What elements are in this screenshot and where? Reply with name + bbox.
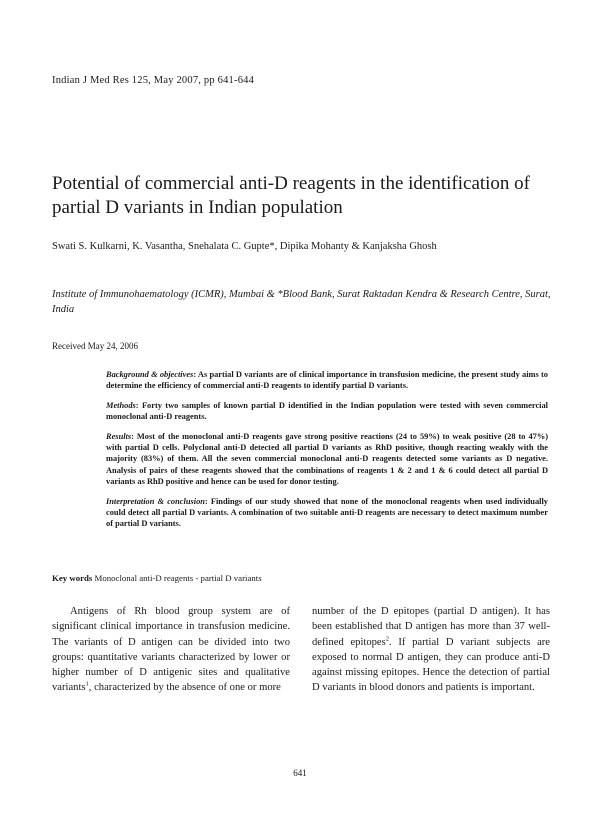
- abstract: [106, 369, 548, 538]
- body-col1-tail: , characterized by the absence of one or more: [88, 682, 281, 694]
- received-date: Received May 24, 2006: [52, 341, 138, 351]
- abstract-results: [106, 431, 548, 488]
- page-number: 641: [293, 768, 307, 778]
- abstract-methods-label: Methods: [106, 400, 136, 410]
- abstract-results-text: : Most of the monoclonal anti-D reagents gave strong positive reactions (24 to 59%) to weak positive (28 to 47%) with partial D cells. Polyclonal anti-D detected all partial D variants as RhD positive, though reacting weakly with the majority (83%) of them. All the seven commercial monoclonal anti-D reagents detected some variants as D negative. Analysis of pairs of these reagents showed that the combinations of reagents 1 & 2 and 1 & 6 could detect all partial D variants as RhD positive and hence can be used for donor testing.: [106, 431, 548, 487]
- abstract-interpretation-label: Interpretation & conclusion: [106, 496, 205, 506]
- abstract-interpretation-text: : Findings of our study showed that none of the monoclonal reagents when used individually could detect all partial D variants. A combination of two suitable anti-D reagents are necessary to detect maximum number of partial D variants.: [106, 496, 548, 529]
- article-title: Potential of commercial anti-D reagents in the identification of partial D variants in Indian population: [52, 173, 531, 218]
- abstract-interpretation: [106, 496, 548, 530]
- body-column-left: [52, 604, 290, 696]
- keywords-text: Monoclonal anti-D reagents - partial D variants: [92, 573, 262, 583]
- body-col2-tail: . If partial D variant subjects are exposed to normal D antigen, they can produce anti-D against missing epitopes. Hence the detection of partial D variants in blood donors and patients is important.: [312, 636, 551, 694]
- author-list: Swati S. Kulkarni, K. Vasantha, Snehalata C. Gupte*, Dipika Mohanty & Kanjaksha Ghosh: [52, 241, 437, 252]
- reference-1: 1: [85, 680, 89, 688]
- abstract-background-label: Background & objectives: [106, 370, 194, 379]
- abstract-background: [106, 369, 548, 392]
- abstract-methods: [106, 400, 548, 423]
- keywords: [52, 573, 262, 583]
- body-col2-text: number of the D epitopes (partial D antigen). It has been established that D antigen has more than 37 well-defined epitopes: [312, 606, 550, 648]
- affiliation: Institute of Immunohaematology (ICMR), Mumbai & *Blood Bank, Surat Raktadan Kendra & Research Centre, Surat, India: [52, 289, 551, 315]
- reference-2: 2: [385, 635, 390, 643]
- abstract-results-label: Results: [106, 431, 132, 441]
- body-col1-text: Antigens of Rh blood group system are of significant clinical importance in transfusion medicine. The variants of D antigen can be divided into two groups: quantitative variants characterized by lower or higher number of D antigenic sites and qualitative variants: [52, 606, 290, 694]
- keywords-label: Key words: [52, 573, 93, 583]
- abstract-background-text: : As partial D variants are of clinical importance in transfusion medicine, the present study aims to determine the efficiency of commercial anti-D reagents to identify partial D variants.: [106, 370, 548, 391]
- journal-citation: Indian J Med Res 125, May 2007, pp 641-644: [52, 75, 255, 86]
- body-column-right: [312, 604, 550, 696]
- abstract-methods-text: : Forty two samples of known partial D identified in the Indian population were tested with seven commercial monoclonal anti-D reagents.: [106, 400, 548, 422]
